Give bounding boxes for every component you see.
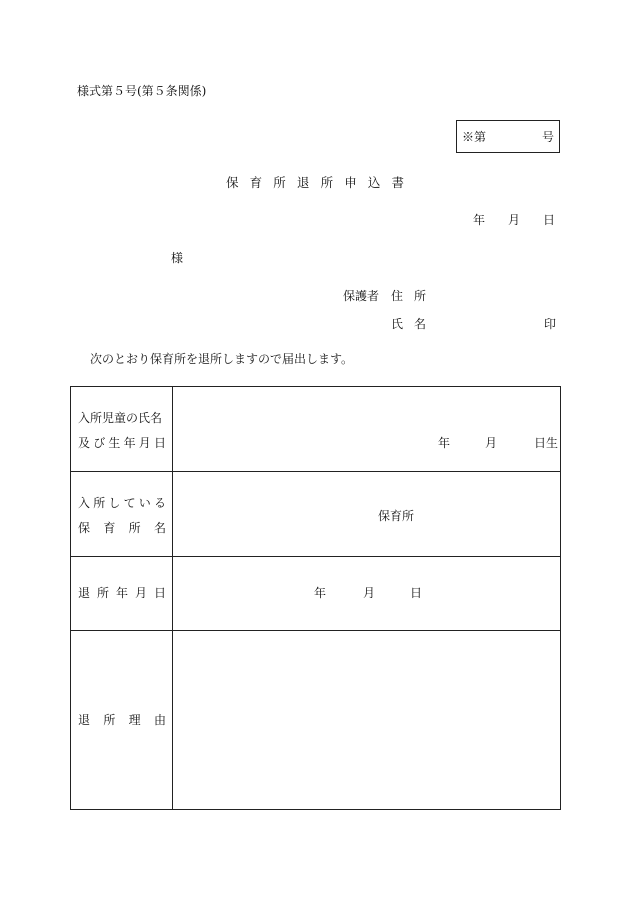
title-char: 申 — [344, 175, 357, 190]
row-divider — [71, 556, 560, 557]
title-char: 退 — [296, 175, 310, 190]
submit-month-label: 月 — [507, 213, 520, 227]
label-column-divider — [172, 387, 173, 809]
nursery-label-line2 — [78, 522, 166, 534]
label-char: し — [108, 496, 121, 510]
label-char: 生 — [108, 436, 121, 450]
birth-year-label: 年 — [438, 436, 451, 450]
title-char: 所 — [273, 175, 286, 190]
row-divider — [71, 630, 560, 631]
label-char: 理 — [128, 713, 141, 727]
label-char: 由 — [153, 713, 166, 727]
title-char: 書 — [391, 175, 404, 190]
form-table — [70, 386, 561, 810]
label-char: び — [93, 436, 106, 450]
label-char: 日 — [153, 436, 166, 450]
name-label-char: 氏 — [391, 317, 404, 331]
submission-date — [473, 214, 555, 226]
label-char: い — [138, 496, 151, 510]
leave-date-label — [78, 587, 166, 599]
leave-month-label: 月 — [363, 586, 376, 600]
name-label — [391, 318, 426, 330]
nursery-label-line1 — [78, 497, 166, 509]
label-char: る — [153, 496, 166, 510]
label-char: 保 — [78, 521, 91, 535]
document-title — [226, 177, 404, 190]
reason-label — [78, 714, 166, 726]
label-char: 及 — [78, 436, 91, 450]
title-char: 所 — [320, 175, 334, 190]
label-char: 日 — [153, 586, 166, 600]
leave-year-label: 年 — [314, 586, 327, 600]
submit-day-label: 日 — [542, 213, 555, 227]
guardian-label: 保護者 — [343, 289, 380, 303]
row-divider — [71, 471, 560, 472]
address-label-char: 住 — [391, 289, 404, 303]
address-label — [391, 290, 426, 302]
label-char: 退 — [78, 586, 91, 600]
nursery-value-suffix: 保育所 — [378, 509, 415, 523]
label-char: 所 — [96, 586, 109, 600]
birth-day-label: 日生 — [534, 436, 559, 450]
label-char: 入 — [78, 496, 91, 510]
label-char: 所 — [93, 496, 106, 510]
addressee-suffix: 様 — [171, 251, 184, 265]
title-char: 込 — [367, 175, 381, 190]
seal-mark: 印 — [544, 317, 557, 331]
address-label-char: 所 — [413, 289, 426, 303]
label-char: 育 — [103, 521, 116, 535]
label-char: 名 — [153, 521, 166, 535]
intro-text: 次のとおり保育所を退所しますので届出します。 — [90, 352, 354, 366]
form-code: 様式第５号(第５条関係) — [77, 84, 207, 98]
leave-day-label: 日 — [410, 586, 423, 600]
title-char: 保 — [226, 175, 239, 190]
label-char: て — [123, 496, 136, 510]
name-label-char: 名 — [413, 317, 426, 331]
receipt-number-prefix: ※第 — [462, 130, 487, 144]
label-char: 所 — [128, 521, 141, 535]
title-char: 育 — [249, 175, 263, 190]
receipt-number-suffix: 号 — [541, 130, 554, 144]
label-char: 年 — [115, 586, 128, 600]
label-char: 月 — [138, 436, 151, 450]
label-char: 月 — [134, 586, 147, 600]
receipt-number-box — [456, 120, 560, 153]
label-char: 退 — [78, 713, 91, 727]
birth-month-label: 月 — [485, 436, 498, 450]
label-char: 年 — [123, 436, 136, 450]
child-name-label-line1: 入所児童の氏名 — [78, 411, 163, 425]
child-name-label-line2 — [78, 437, 166, 449]
label-char: 所 — [103, 713, 116, 727]
submit-year-label: 年 — [473, 213, 486, 227]
